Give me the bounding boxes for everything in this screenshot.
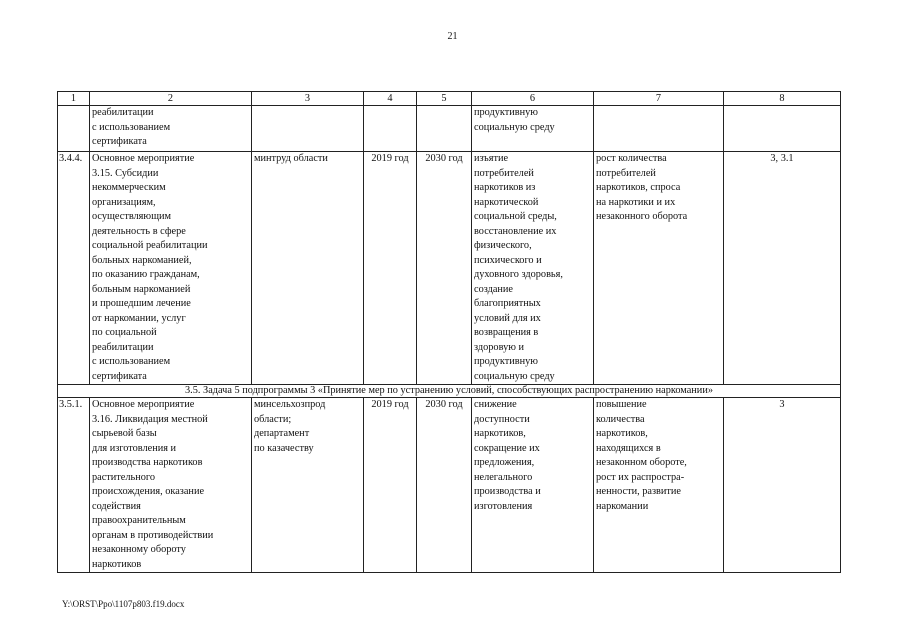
indicator-cell: [724, 106, 841, 152]
measure-cell: Основное мероприятие 3.15. Субсидии некоммерческим организациям, осуществляющим деятельность в сфере социальной реабилитации больных наркоманией, по оказанию гражданам, больным наркоманией и прошедшим лечение от наркомании, услуг по социальной реабилитации с использованием сертификата: [90, 152, 252, 385]
executor-cell: минсельхозпрод области; департамент по казачеству: [252, 398, 364, 573]
header-cell: 5: [417, 92, 472, 106]
page-number: 21: [447, 31, 458, 42]
consequence-cell: повышение количества наркотиков, находящихся в незаконном обороте, рост их распростра- ненности, развитие наркомании: [594, 398, 724, 573]
expected-result-cell: изъятие потребителей наркотиков из наркотической социальной среды, восстановление их физического, психического и духовного здоровья, создание благоприятных условий для их возвращения в здоровую и продуктивную социальную среду: [472, 152, 594, 385]
row-number-cell: 3.4.4.: [58, 152, 90, 385]
end-year-cell: 2030 год: [417, 398, 472, 573]
end-year-cell: [417, 106, 472, 152]
row-number-cell: [58, 106, 90, 152]
header-cell: 1: [58, 92, 90, 106]
executor-cell: минтруд области: [252, 152, 364, 385]
table-row: [58, 106, 841, 152]
header-cell: 3: [252, 92, 364, 106]
consequence-cell: [594, 106, 724, 152]
measure-cell: Основное мероприятие 3.16. Ликвидация местной сырьевой базы для изготовления и производства наркотиков растительного происхождения, оказание содействия правоохранительным органам в противодействии незаконному обороту наркотиков: [90, 398, 252, 573]
header-cell: 4: [364, 92, 417, 106]
start-year-cell: [364, 106, 417, 152]
expected-result-cell: продуктивную социальную среду: [472, 106, 594, 152]
file-path-footer: Y:\ORST\Ppo\1107p803.f19.docx: [62, 599, 185, 609]
start-year-cell: 2019 год: [364, 398, 417, 573]
expected-result-cell: снижение доступности наркотиков, сокращение их предложения, нелегального производства и изготовления: [472, 398, 594, 573]
consequence-cell: рост количества потребителей наркотиков, спроса на наркотики и их незаконного оборота: [594, 152, 724, 385]
header-cell: 2: [90, 92, 252, 106]
table-header-row: [58, 92, 841, 106]
executor-cell: [252, 106, 364, 152]
end-year-cell: 2030 год: [417, 152, 472, 385]
row-number-cell: 3.5.1.: [58, 398, 90, 573]
indicator-cell: 3, 3.1: [724, 152, 841, 385]
table-row: [58, 398, 841, 573]
table-row: [58, 152, 841, 385]
task-row: [58, 385, 841, 398]
header-cell: 7: [594, 92, 724, 106]
header-cell: 6: [472, 92, 594, 106]
measures-table: [57, 91, 841, 573]
measure-cell: реабилитации с использованием сертификата: [90, 106, 252, 152]
task-title: 3.5. Задача 5 подпрограммы 3 «Принятие мер по устранению условий, способствующих распространению наркомании»: [58, 385, 841, 398]
start-year-cell: 2019 год: [364, 152, 417, 385]
indicator-cell: 3: [724, 398, 841, 573]
header-cell: 8: [724, 92, 841, 106]
